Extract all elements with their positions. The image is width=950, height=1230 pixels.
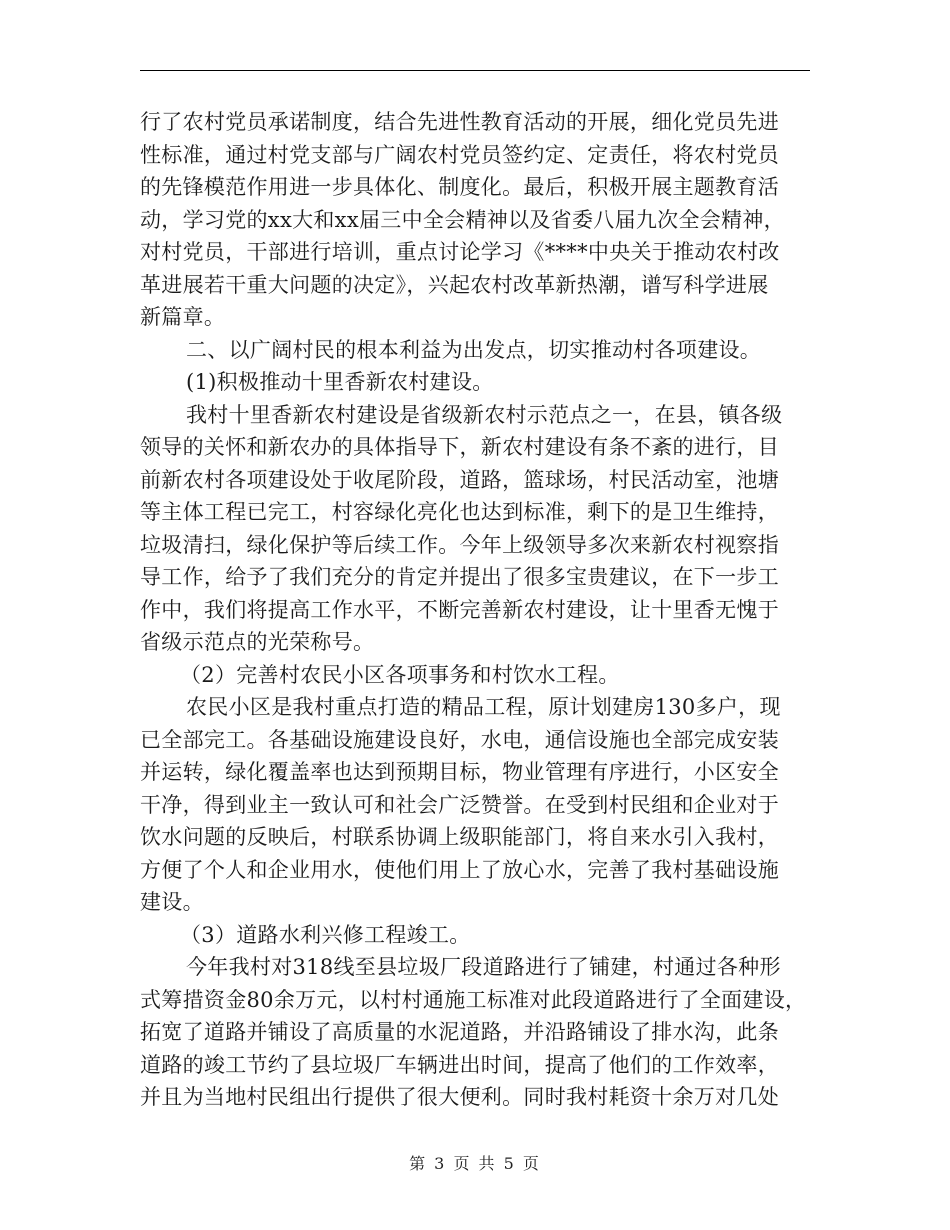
text-line: 饮水问题的反映后，村联系协调上级职能部门，将自来水引入我村， [140,825,779,849]
text-line: 省级示范点的光荣称号。 [140,630,375,654]
text-line: 并且为当地村民组出行提供了很大便利。同时我村耗资十余万对几处 [140,1085,779,1109]
text-line: 垃圾清扫，绿化保护等后续工作。今年上级领导多次来新农村视察指 [140,532,779,557]
header-rule [140,70,810,71]
text-line: 领导的关怀和新农办的具体指导下，新农村建设有条不紊的进行，目 [140,435,779,459]
text-line: 式筹措资金80余万元，以村村通施工标准对此段道路进行了全面建设， [140,987,807,1012]
text-line: 干净，得到业主一致认可和社会广泛赞誉。在受到村民组和企业对于 [140,792,779,817]
text-line: 道路的竣工节约了县垃圾厂车辆进出时间，提高了他们的工作效率， [140,1052,779,1077]
text-line: 革进展若干重大问题的决定》，兴起农村改革新热潮，谱写科学进展 [140,272,769,297]
text-line: 行了农村党员承诺制度，结合先进性教育活动的开展，细化党员先进 [140,110,779,134]
document-body [140,106,820,1114]
subsection-heading: （2）完善村农民小区各项事务和村饮水工程。 [180,662,620,687]
text-line: 新篇章。 [140,305,226,329]
page-number: 第 3 页 共 5 页 [409,1154,541,1173]
text-line: 对村党员，干部进行培训，重点讨论学习《****中央关于推动农村改 [140,240,780,264]
text-line: 方便了个人和企业用水，使他们用上了放心水，完善了我村基础设施 [140,857,779,882]
paragraph-first-line: 今年我村对318线至县垃圾厂段道路进行了铺建，村通过各种形 [186,955,781,979]
subsection-heading: (1)积极推动十里香新农村建设。 [186,370,494,394]
text-line: 建设。 [140,890,204,914]
paragraph-first-line: 我村十里香新农村建设是省级新农村示范点之一，在县，镇各级 [186,402,783,427]
text-line: 性标准，通过村党支部与广阔农村党员签约定、定责任，将农村党员 [140,142,779,167]
text-line: 导工作，给予了我们充分的肯定并提出了很多宝贵建议，在下一步工 [140,565,779,589]
text-line: 拓宽了道路并铺设了高质量的水泥道路，并沿路铺设了排水沟，此条 [140,1020,779,1044]
text-line: 等主体工程已完工，村容绿化亮化也达到标准，剩下的是卫生维持， [140,500,779,524]
paragraph-first-line: 农民小区是我村重点打造的精品工程，原计划建房130多户，现 [186,695,781,719]
text-line: 作中，我们将提高工作水平，不断完善新农村建设，让十里香无愧于 [140,597,779,622]
text-line: 并运转，绿化覆盖率也达到预期目标，物业管理有序进行，小区安全 [140,760,779,784]
text-line: 的先锋模范作用进一步具体化、制度化。最后，积极开展主题教育活 [140,175,779,199]
text-line: 动，学习党的xx大和xx届三中全会精神以及省委八届九次全会精神， [140,207,785,232]
text-line: 已全部完工。各基础设施建设良好，水电，通信设施也全部完成安装 [140,727,779,752]
text-line: 前新农村各项建设处于收尾阶段，道路，篮球场，村民活动室，池塘 [140,467,779,492]
subsection-heading: （3）道路水利兴修工程竣工。 [180,922,471,947]
section-heading: 二、以广阔村民的根本利益为出发点，切实推动村各项建设。 [186,337,762,362]
